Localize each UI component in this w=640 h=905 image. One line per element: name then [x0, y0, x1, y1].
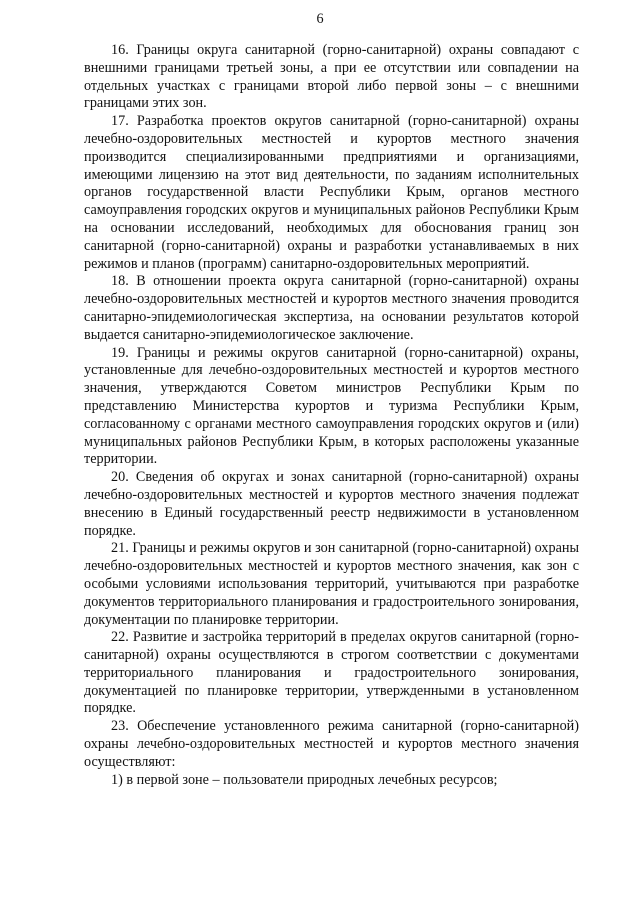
paragraph-21: 21. Границы и режимы округов и зон санитарной (горно-санитарной) охраны лечебно-оздоровительных местностей и курортов местного значения, как зон с особыми условиями использования территорий, учитываются при разработке документов территориального планирования и градостроительного зонирования, документации по планировке территории. [84, 540, 579, 628]
document-body [84, 42, 579, 789]
paragraph-17: 17. Разработка проектов округов санитарной (горно-санитарной) охраны лечебно-оздоровительных местностей и курортов местного значения производится специализированными предприятиями и организациями, имеющими лицензию на этот вид деятельности, по заданиям исполнительных органов государственной власти Республики Крым, органов местного самоуправления городских округов и муниципальных районов Республики Крым на основании исследований, необходимых для обоснования границ зон санитарной (горно-санитарной) охраны и разработки устанавливаемых в них режимов и планов (программ) санитарно-оздоровительных мероприятий. [84, 113, 579, 272]
page-number: 6 [316, 11, 324, 27]
paragraph-20: 20. Сведения об округах и зонах санитарной (горно-санитарной) охраны лечебно-оздоровительных местностей и курортов местного значения подлежат внесению в Единый государственный реестр недвижимости в установленном порядке. [84, 469, 579, 539]
paragraph-23: 23. Обеспечение установленного режима санитарной (горно-санитарной) охраны лечебно-оздоровительных местностей и курортов местного значения осуществляют: [84, 718, 579, 770]
paragraph-19: 19. Границы и режимы округов санитарной (горно-санитарной) охраны, установленные для лечебно-оздоровительных местностей и курортов местного значения, утверждаются Советом министров Республики Крым по представлению Министерства курортов и туризма Республики Крым, согласованному с органами местного самоуправления городских округов и (или) муниципальных районов Республики Крым, в которых расположены указанные территории. [84, 344, 579, 468]
paragraph-22: 22. Развитие и застройка территорий в пределах округов санитарной (горно-санитарной) охраны осуществляются в строгом соответствии с документами территориального планирования и градостроительного зонирования, документацией по планировке территории, утвержденными в установленном порядке. [84, 629, 579, 717]
paragraph-16: 16. Границы округа санитарной (горно-санитарной) охраны совпадают с внешними границами третьей зоны, а при ее отсутствии или совпадении на отдельных участках с границами второй либо первой зоны – с внешними границами этих зон. [84, 42, 579, 112]
paragraph-18: 18. В отношении проекта округа санитарной (горно-санитарной) охраны лечебно-оздоровительных местностей и курортов местного значения проводится санитарно-эпидемиологическая экспертиза, на основании результатов которой выдается санитарно-эпидемиологическое заключение. [84, 273, 579, 343]
paragraph-23-item-1: 1) в первой зоне – пользователи природных лечебных ресурсов; [111, 771, 498, 788]
